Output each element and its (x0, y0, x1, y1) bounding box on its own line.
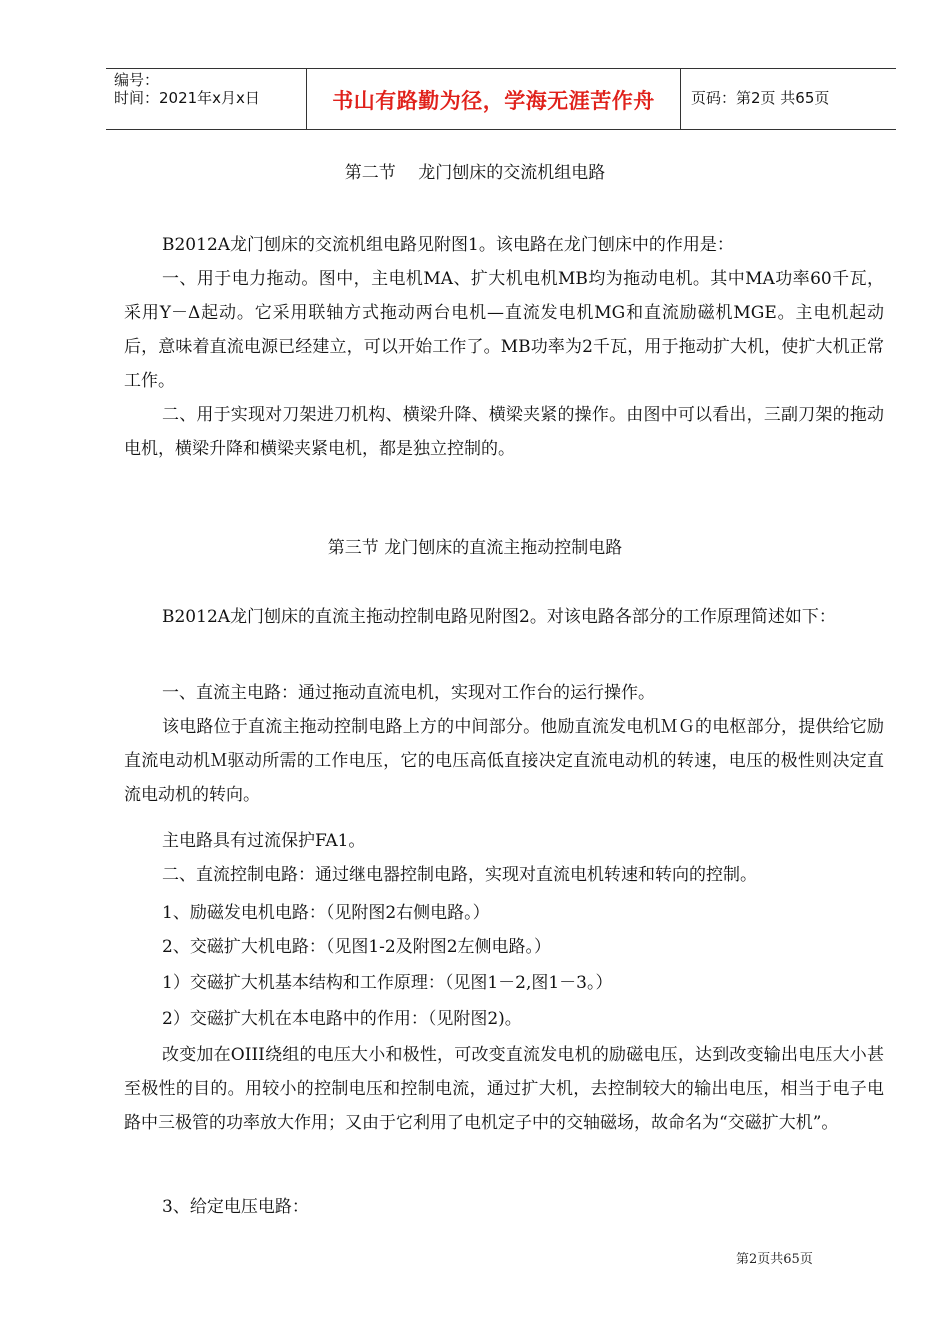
paragraph: 3、给定电压电路： (162, 1197, 309, 1217)
paragraph: 2、交磁扩大机电路：（见图1-2及附图2左侧电路。） (162, 937, 552, 957)
header-motto: 书山有路勤为径，学海无涯苦作舟 (332, 89, 655, 113)
document-date: 时间：2021年x月x日 (114, 89, 260, 107)
paragraph: 二、直流控制电路：通过继电器控制电路，实现对直流电机转速和转向的控制。 (162, 865, 757, 885)
header-meta-cell (106, 69, 307, 129)
page-header (106, 68, 896, 130)
paragraph: 一、用于电力拖动。图中，主电机MA、扩大机电机MB均为拖动电机。其中MA功率60千瓦，采用Y－Δ起动。它采用联轴方式拖动两台电机—直流发电机MG和直流励磁机MGE。主电机起动后，意味着直流电源已经建立，可以开始工作了。MB功率为2千瓦，用于拖动扩大机，使扩大机正常工作。 (124, 269, 884, 391)
section-title: 第三节 龙门刨床的直流主拖动控制电路 (327, 538, 623, 558)
header-page-code: 页码：第2页 共65页 (691, 89, 830, 107)
paragraph: 该电路位于直流主拖动控制电路上方的中间部分。他励直流发电机ＭＧ的电枢部分，提供给它励直流电动机Ｍ驱动所需的工作电压，它的电压高低直接决定直流电动机的转速，电压的极性则决定直流电动机的转向。 (124, 717, 884, 805)
document-number-label: 编号： (114, 71, 160, 89)
paragraph: 1）交磁扩大机基本结构和工作原理：（见图1－2,图1－3。） (162, 973, 613, 993)
paragraph: B2012A龙门刨床的直流主拖动控制电路见附图2。对该电路各部分的工作原理简述如下： (162, 607, 836, 627)
paragraph: 一、直流主电路：通过拖动直流电机，实现对工作台的运行操作。 (162, 683, 655, 703)
paragraph: B2012A龙门刨床的交流机组电路见附图1。该电路在龙门刨床中的作用是： (162, 235, 734, 255)
paragraph: 主电路具有过流保护FA1。 (162, 831, 366, 851)
header-motto-cell (307, 69, 681, 129)
paragraph: 二、用于实现对刀架进刀机构、横梁升降、横梁夹紧的操作。由图中可以看出，三副刀架的拖动电机，横梁升降和横梁夹紧电机，都是独立控制的。 (124, 405, 884, 459)
page-footer: 第2页共65页 (736, 1252, 813, 1267)
paragraph: 2）交磁扩大机在本电路中的作用：（见附图2)。 (162, 1009, 522, 1029)
header-page-cell (681, 69, 896, 129)
paragraph: 1、励磁发电机电路：（见附图2右侧电路。） (162, 903, 490, 923)
paragraph: 改变加在OIII绕组的电压大小和极性，可改变直流发电机的励磁电压，达到改变输出电压大小甚至极性的目的。用较小的控制电压和控制电流，通过扩大机，去控制较大的输出电压，相当于电子电路中三极管的功率放大作用；又由于它利用了电机定子中的交轴磁场，故命名为“交磁扩大机”。 (124, 1045, 884, 1133)
section-title: 第二节 龙门刨床的交流机组电路 (344, 163, 606, 183)
